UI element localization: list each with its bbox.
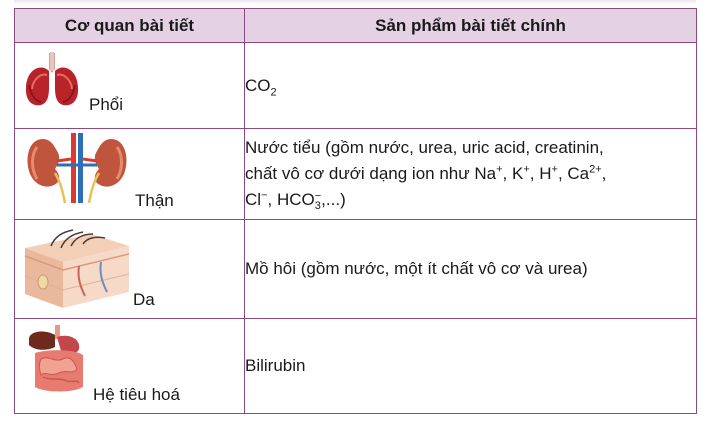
organ-cell [15, 129, 245, 220]
product-cell [245, 129, 697, 220]
page-top-edge [14, 0, 696, 4]
kidneys-icon [21, 133, 133, 203]
table-row [15, 319, 697, 414]
organ-cell [15, 43, 245, 129]
table-row [15, 43, 697, 129]
skin-icon [21, 226, 133, 310]
product-cell [245, 43, 697, 129]
table-row [15, 220, 697, 319]
table-header-row [15, 9, 697, 43]
table-row [15, 129, 697, 220]
product-co2: $CO_2$ [245, 75, 277, 98]
header-product: Sản phẩm bài tiết chính [245, 9, 697, 43]
excretion-table [14, 8, 697, 414]
product-cell: Mồ hôi (gồm nước, một ít chất vô cơ và urea) [245, 220, 697, 319]
digestive-system-icon [25, 325, 95, 395]
product-cell: Bilirubin [245, 319, 697, 414]
organ-name-digestive: Hệ tiêu hoá [93, 385, 180, 404]
organ-cell [15, 220, 245, 319]
product-urine: Nước tiểu (gồm nước, urea, uric acid, creatinin, chất vô cơ dưới dạng ion như Na+, K+, H+, $Ca^{2+}$, Cl−, HCO − 3 ,...) [245, 138, 607, 212]
lungs-icon [21, 49, 83, 111]
organ-name-lungs: Phổi [89, 95, 124, 114]
organ-cell [15, 319, 245, 414]
organ-name-kidneys: Thận [135, 191, 174, 210]
header-organ: Cơ quan bài tiết [15, 9, 245, 43]
organ-name-skin: Da [133, 290, 155, 309]
